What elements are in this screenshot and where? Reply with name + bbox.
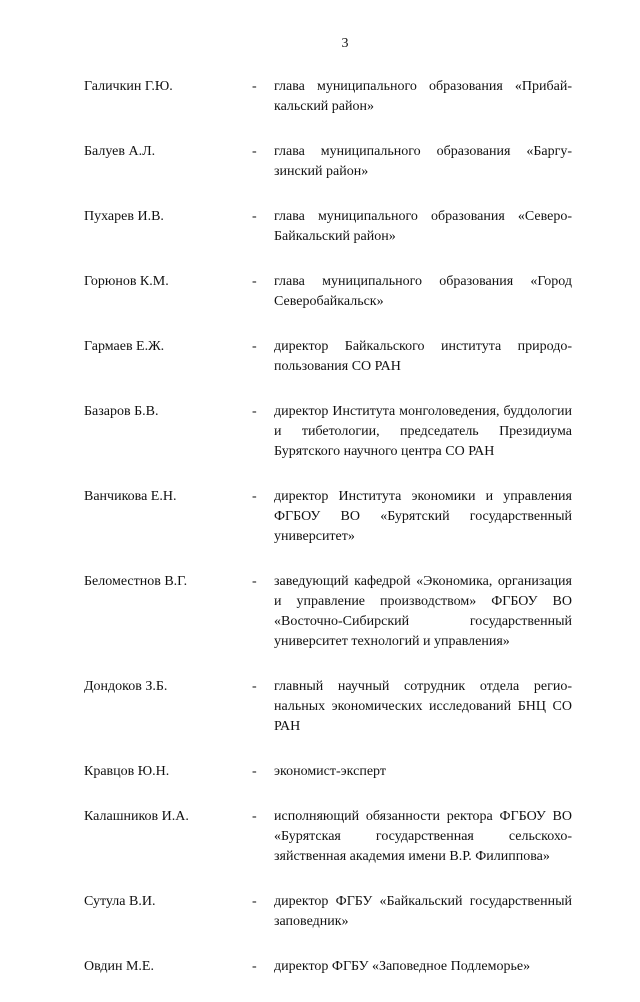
- member-name: Сутула В.И.: [84, 894, 156, 909]
- member-role: глава муниципального образования «Город Северобайкальск»: [274, 274, 572, 309]
- member-name: Галичкин Г.Ю.: [84, 79, 173, 94]
- member-name: Гармаев Е.Ж.: [84, 339, 165, 354]
- member-row: [84, 677, 572, 737]
- member-row: [84, 142, 572, 182]
- member-role: глава муниципального образования «Баргузинский район»: [274, 144, 572, 179]
- member-role: директор Института экономики и управления ФГБОУ ВО «Бурятский государственный университет»: [274, 489, 572, 544]
- member-row: [84, 77, 572, 117]
- member-list: [84, 77, 572, 1002]
- member-row: [84, 207, 572, 247]
- member-role: директор ФГБУ «Байкальский государственный заповедник»: [274, 894, 572, 929]
- member-name: Горюнов К.М.: [84, 274, 169, 289]
- member-row: [84, 572, 572, 652]
- member-role: директор ФГБУ «Заповедное Подлеморье»: [274, 959, 531, 974]
- member-dash: -: [252, 959, 257, 974]
- member-row: [84, 957, 572, 977]
- member-dash: -: [252, 894, 257, 909]
- member-name: Калашников И.А.: [84, 809, 189, 824]
- member-row: [84, 807, 572, 867]
- member-name: Базаров Б.В.: [84, 404, 159, 419]
- member-role: глава муниципального образования «Прибайкальский район»: [274, 79, 572, 114]
- member-name: Ванчикова Е.Н.: [84, 489, 177, 504]
- member-role: директор Байкальского института природопользования СО РАН: [274, 339, 572, 374]
- member-name: Дондоков З.Б.: [84, 679, 168, 694]
- member-dash: -: [252, 764, 257, 779]
- member-name: Беломестнов В.Г.: [84, 574, 188, 589]
- member-name: Балуев А.Л.: [84, 144, 156, 159]
- member-row: [84, 402, 572, 462]
- member-role: исполняющий обязанности ректора ФГБОУ ВО «Бурятская государственная сельскохозяйственная академия имени В.Р. Филиппова»: [274, 809, 572, 864]
- member-dash: -: [252, 79, 257, 94]
- member-dash: -: [252, 144, 257, 159]
- member-role: глава муниципального образования «Северо-Байкальский район»: [274, 209, 572, 244]
- member-dash: -: [252, 574, 257, 589]
- member-dash: -: [252, 339, 257, 354]
- member-role: директор Института монголоведения, буддологии и тибетологии, председатель Президиума Бурятского научного центра СО РАН: [274, 404, 572, 459]
- member-row: [84, 762, 572, 782]
- member-dash: -: [252, 679, 257, 694]
- member-role: заведующий кафедрой «Экономика, организация и управление производством» ФГБОУ ВО «Восточно-Сибирский государственный университет технологий и управления»: [274, 574, 572, 649]
- member-name: Пухарев И.В.: [84, 209, 164, 224]
- page-number: 3: [341, 36, 349, 51]
- member-name: Кравцов Ю.Н.: [84, 764, 170, 779]
- member-dash: -: [252, 404, 257, 419]
- member-name: Овдин М.Е.: [84, 959, 154, 974]
- member-role: экономист-эксперт: [274, 764, 386, 779]
- member-row: [84, 337, 572, 377]
- member-dash: -: [252, 209, 257, 224]
- member-row: [84, 272, 572, 312]
- member-dash: -: [252, 809, 257, 824]
- member-row: [84, 892, 572, 932]
- member-row: [84, 487, 572, 547]
- member-dash: -: [252, 489, 257, 504]
- member-role: главный научный сотрудник отдела региональных экономических исследований БНЦ СО РАН: [274, 679, 572, 734]
- member-dash: -: [252, 274, 257, 289]
